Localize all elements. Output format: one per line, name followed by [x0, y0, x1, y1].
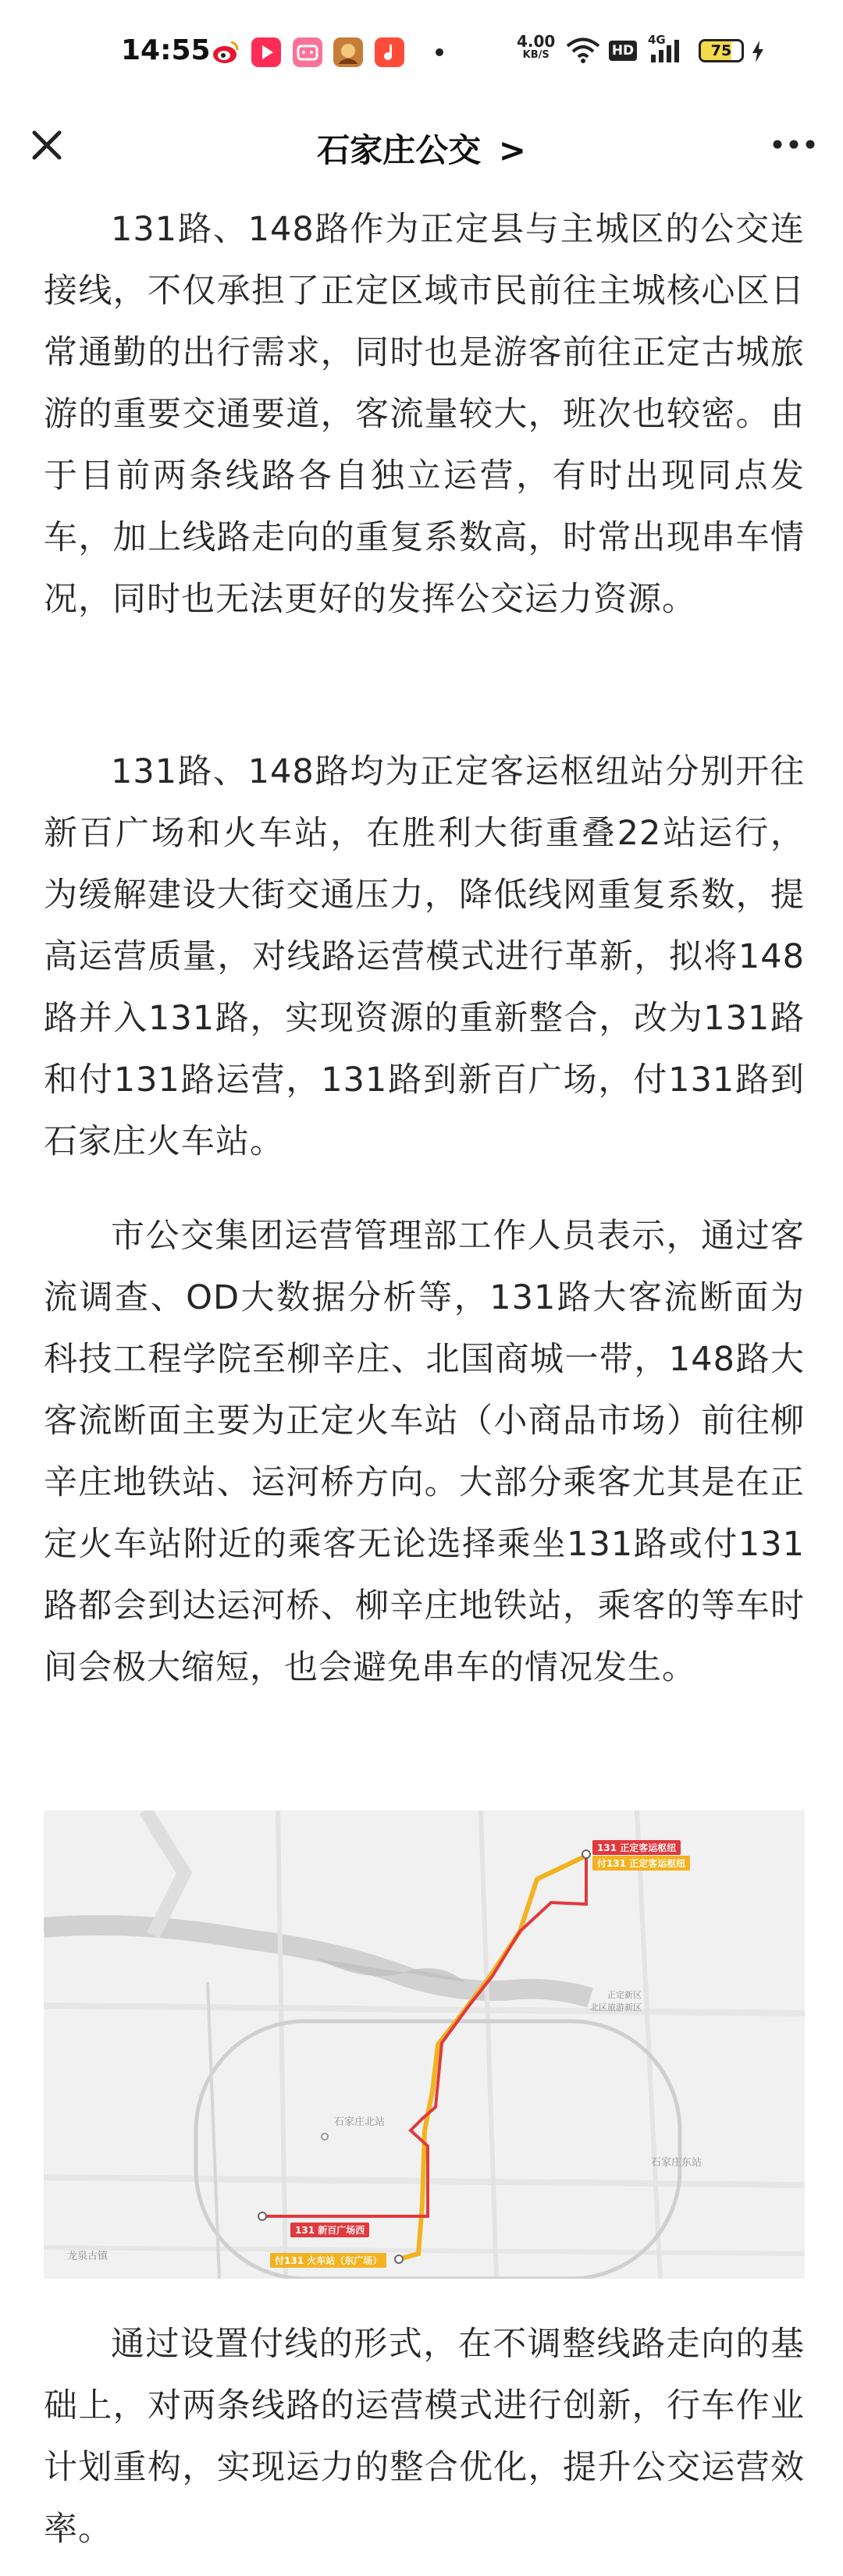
map-label-station-north: 石家庄北站	[334, 2116, 386, 2128]
game-app-icon	[333, 37, 363, 67]
account-title-link[interactable]	[0, 125, 843, 172]
weibo-icon	[211, 37, 240, 67]
charging-icon	[751, 41, 765, 66]
chevron-right-icon: >	[498, 131, 526, 169]
page-title: 石家庄公交	[317, 131, 482, 169]
signal-label: 4G	[648, 33, 666, 47]
net-speed-unit: KB/S	[522, 49, 550, 61]
route-tag-f131-south: 付131 火车站（东广场）	[270, 2253, 386, 2268]
map-label-zhengding-new: 正定新区	[607, 1990, 642, 2000]
route-map-graphic	[44, 1810, 805, 2279]
music-app-icon	[375, 37, 404, 67]
notification-dot	[436, 48, 443, 56]
article-paragraph-3: 市公交集团运营管理部工作人员表示，通过客流调查、OD大数据分析等，131路大客流断面为科技工程学院至柳辛庄、北国商城一带，148路大客流断面主要为正定火车站（小商品市场）前往柳辛庄地铁站、运河桥方向。大部分乘客尤其是在正定火车站附近的乘客无论选择乘坐131路或付131路都会到达运河桥、柳辛庄地铁站，乘客的等车时间会极大缩短，也会避免串车的情况发生。	[44, 1217, 805, 1687]
article-paragraph-1: 131路、148路作为正定县与主城区的公交连接线，不仅承担了正定区域市民前往主城核心区日常通勤的出行需求，同时也是游客前往正定古城旅游的重要交通要道，客流量较大，班次也较密。由于目前两条线路各自独立运营，有时出现同点发车，加上线路走向的重复系数高，时常出现串车情况，同时也无法更好的发挥公交运力资源。	[44, 210, 805, 619]
battery-indicator	[699, 39, 744, 62]
net-speed	[517, 34, 555, 62]
map-label-zhengding-line2: 北区旅游新区	[590, 2002, 642, 2013]
route-tag-131-north: 131 正定客运枢纽	[592, 1840, 681, 1855]
article-paragraph-2: 131路、148路均为正定客运枢纽站分别开往新百广场和火车站，在胜利大街重叠22站运行，为缓解建设大街交通压力，降低线网重复系数，提高运营质量，对线路运营模式进行革新，拟将148路并入131路，实现资源的重新整合，改为131路和付131路运营，131路到新百广场，付131路到石家庄火车站。	[44, 752, 805, 1161]
signal-icon	[648, 33, 685, 67]
more-icon	[767, 125, 821, 164]
bilibili-app-icon	[293, 37, 322, 67]
hd-badge: HD	[609, 41, 637, 61]
article-paragraph-4: 通过设置付线的形式，在不调整线路走向的基础上，对两条线路的运营模式进行创新，行车作业计划重构，实现运力的整合优化，提升公交运营效率。	[44, 2325, 805, 2549]
route-tag-f131-north: 付131 正定客运枢纽	[592, 1856, 690, 1871]
route-tag-131-south: 131 新百广场西	[290, 2222, 369, 2237]
map-label-longquan: 龙泉古镇	[67, 2251, 108, 2262]
route-map-image[interactable]	[44, 1810, 805, 2279]
more-button[interactable]	[767, 125, 821, 164]
battery-level: 75	[710, 42, 732, 59]
video-app-icon	[251, 37, 281, 67]
net-speed-value: 4.00	[517, 32, 556, 51]
status-bar	[0, 0, 843, 106]
status-time: 14:55	[121, 34, 211, 66]
wifi-icon	[566, 37, 600, 67]
map-label-station-east: 石家庄东站	[651, 2157, 702, 2169]
nav-bar	[0, 106, 843, 187]
